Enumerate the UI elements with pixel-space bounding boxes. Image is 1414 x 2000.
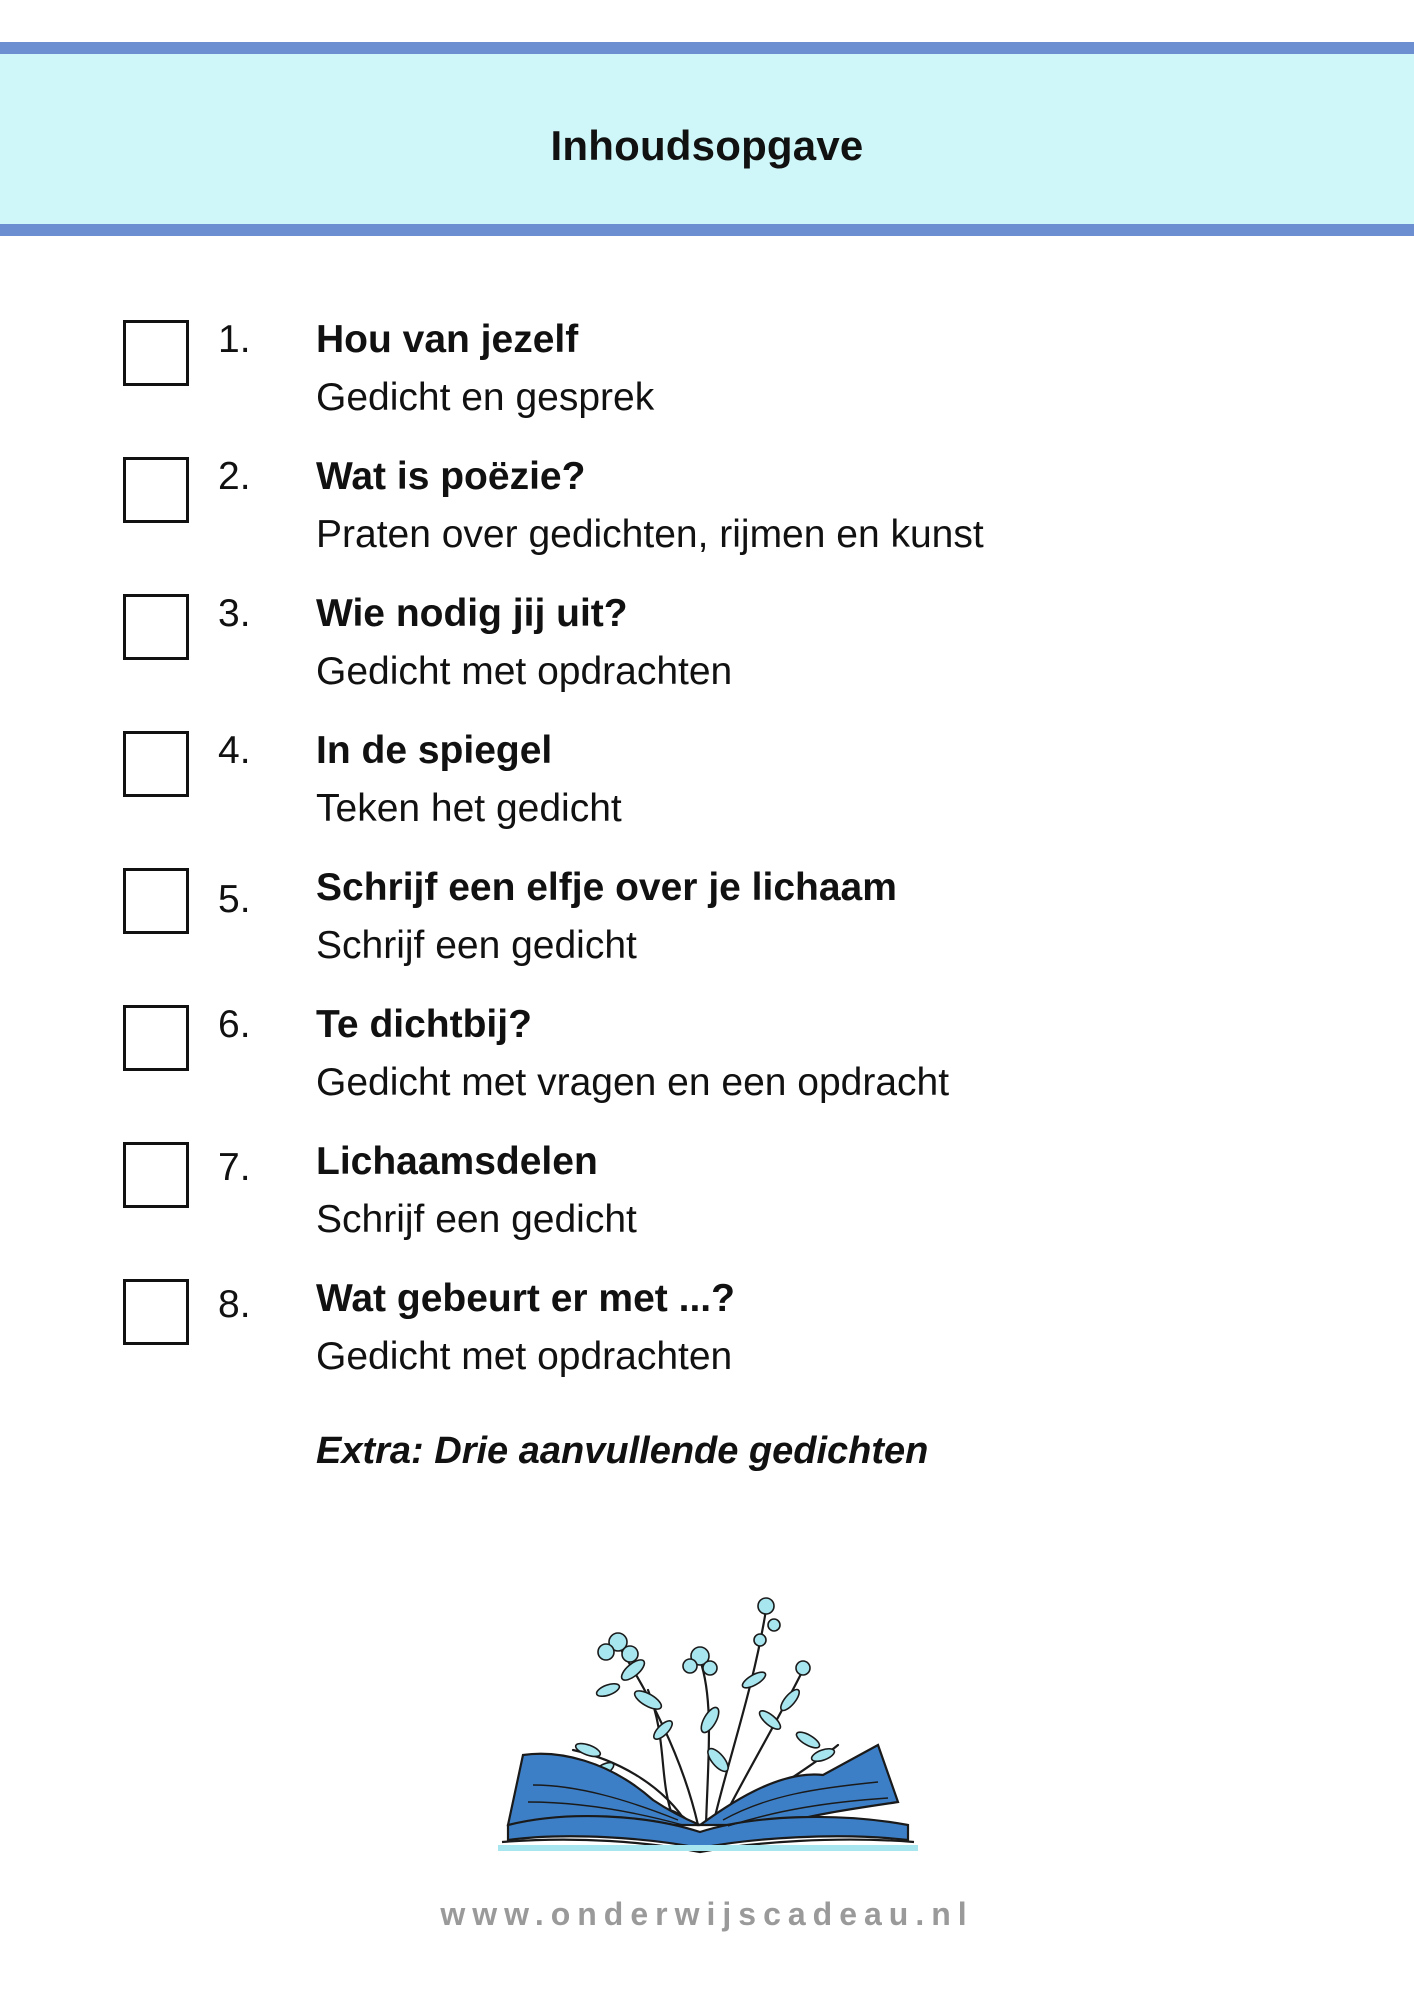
toc-item-2: [0, 455, 1414, 575]
item-subtitle: Gedicht met opdrachten: [316, 1335, 733, 1378]
checkbox-item-6[interactable]: [123, 1005, 189, 1071]
checkbox-item-8[interactable]: [123, 1279, 189, 1345]
item-title: Wat is poëzie?: [316, 455, 586, 498]
checkbox-item-2[interactable]: [123, 457, 189, 523]
toc-item-5: [0, 866, 1414, 986]
item-title: Wie nodig jij uit?: [316, 592, 628, 635]
checkbox-item-5[interactable]: [123, 868, 189, 934]
footer-url[interactable]: www.onderwijscadeau.nl: [440, 1896, 974, 1932]
page-title: Inhoudsopgave: [550, 122, 864, 169]
item-number: 7.: [218, 1146, 251, 1189]
item-subtitle: Gedicht met opdrachten: [316, 650, 733, 693]
item-subtitle: Praten over gedichten, rijmen en kunst: [316, 513, 984, 556]
toc-item-8: [0, 1277, 1414, 1397]
item-number: 5.: [218, 878, 251, 921]
item-number: 3.: [218, 592, 251, 635]
toc-item-7: [0, 1140, 1414, 1260]
item-subtitle: Schrijf een gedicht: [316, 924, 637, 967]
checkbox-item-4[interactable]: [123, 731, 189, 797]
item-subtitle: Teken het gedicht: [316, 787, 622, 830]
item-title: Schrijf een elfje over je lichaam: [316, 866, 897, 909]
item-number: 4.: [218, 729, 251, 772]
item-title: Hou van jezelf: [316, 318, 579, 361]
checkbox-item-3[interactable]: [123, 594, 189, 660]
item-title: Wat gebeurt er met ...?: [316, 1277, 735, 1320]
item-number: 2.: [218, 455, 251, 498]
checkbox-item-1[interactable]: [123, 320, 189, 386]
toc-item-6: [0, 1003, 1414, 1123]
toc-item-4: [0, 729, 1414, 849]
item-title: In de spiegel: [316, 729, 553, 772]
item-number: 1.: [218, 318, 251, 361]
item-subtitle: Schrijf een gedicht: [316, 1198, 637, 1241]
item-number: 8.: [218, 1283, 251, 1326]
item-number: 6.: [218, 1003, 251, 1046]
item-subtitle: Gedicht en gesprek: [316, 376, 655, 419]
item-title: Lichaamsdelen: [316, 1140, 598, 1183]
header-banner: [0, 42, 1414, 236]
checkbox-item-7[interactable]: [123, 1142, 189, 1208]
toc-item-3: [0, 592, 1414, 712]
item-subtitle: Gedicht met vragen en een opdracht: [316, 1061, 950, 1104]
item-title: Te dichtbij?: [316, 1003, 532, 1046]
toc-item-1: [0, 318, 1414, 438]
extra-note: Extra: Drie aanvullende gedichten: [316, 1430, 929, 1472]
book-flowers-illustration: [478, 1570, 938, 1860]
